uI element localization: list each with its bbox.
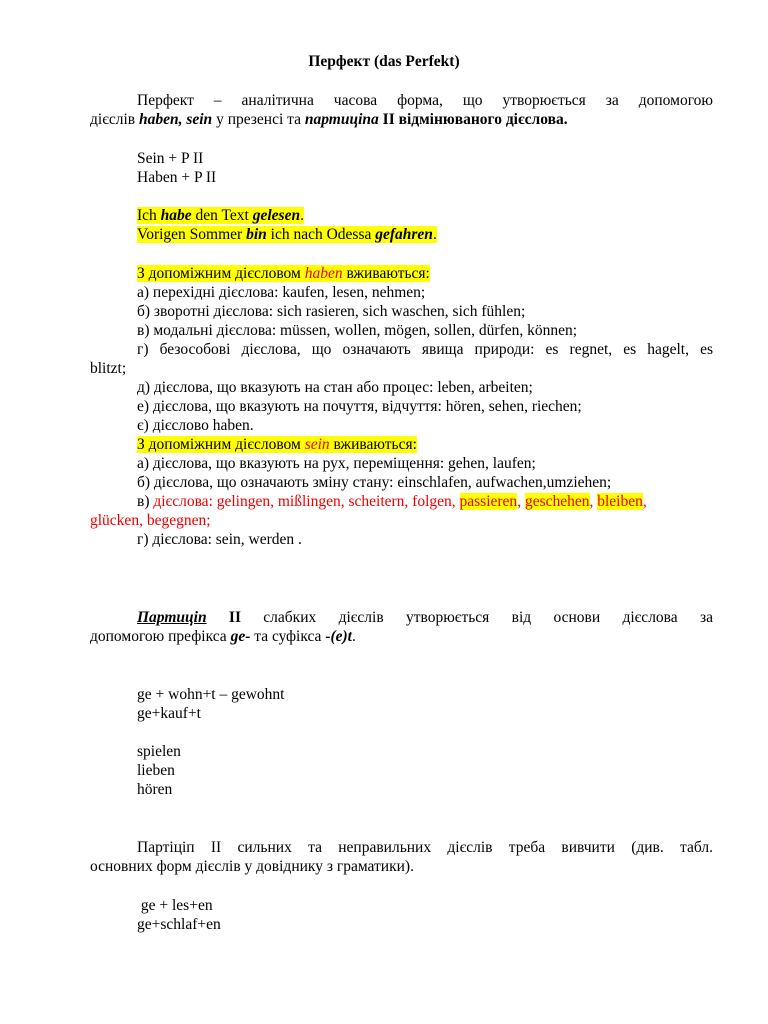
sein-section-heading: З допоміжним дієсловом sein вживаються: xyxy=(137,436,417,453)
intro-paragraph-line-1: Перфект – аналітична часова форма, що утворюється за допомогою xyxy=(137,92,713,109)
haben-section-heading: З допоміжним дієсловом haben вживаються: xyxy=(137,265,430,282)
weak-example-1: ge + wohn+t – gewohnt xyxy=(137,686,285,703)
haben-item-g-line-2: blitzt; xyxy=(90,360,127,377)
participle-term: партиціпа xyxy=(304,111,379,128)
strong-participle-line-1: Партіціп II сильних та неправильних дієслів треба вивчити (див. табл. xyxy=(137,839,713,856)
haben-term: haben xyxy=(138,111,179,128)
haben-item-v: в) модальні дієслова: müssen, wollen, mögen, sollen, dürfen, können; xyxy=(137,322,578,339)
weak-participle-line-2: допомогою префікса ge- та суфікса -(e)t. xyxy=(90,628,356,645)
page-title: Перфект (das Perfekt) xyxy=(308,53,460,70)
sein-term: sein xyxy=(186,111,213,128)
haben-item-d: д) дієслова, що вказують на стан або процес: leben, arbeiten; xyxy=(137,379,533,396)
weak-example-2: ge+kauf+t xyxy=(137,705,201,722)
participle-word: Партиціп xyxy=(137,609,207,626)
sein-item-a: а) дієслова, що вказують на рух, переміщення: gehen, laufen; xyxy=(137,455,536,472)
formula-haben: Haben + P II xyxy=(137,169,217,186)
haben-item-b: б) зворотні дієслова: sich rasieren, sich waschen, sich fühlen; xyxy=(137,303,526,320)
intro-paragraph-line-2: дієслів haben, sein у презенсі та партиціпа II відмінюваного дієслова. xyxy=(90,111,568,128)
verb-lieben: lieben xyxy=(137,762,175,779)
verb-spielen: spielen xyxy=(137,743,181,760)
strong-participle-line-2: основних форм дієслів у довіднику з граматики). xyxy=(90,858,414,875)
haben-item-e: е) дієслова, що вказують на почуття, відчуття: hören, sehen, riechen; xyxy=(137,398,582,415)
sein-item-v-line-2: glücken, begegnen; xyxy=(90,512,211,529)
weak-participle-line-1: Партиціп II слабких дієслів утворюється від основи дієслова за xyxy=(137,609,713,626)
haben-item-g-line-1: г) безособові дієслова, що означають явища природи: es regnet, es hagelt, es xyxy=(137,341,713,358)
sein-item-b: б) дієслова, що означають зміну стану: einschlafen, aufwachen,umziehen; xyxy=(137,474,612,491)
strong-example-1: ge + les+en xyxy=(137,897,213,914)
verb-horen: hören xyxy=(137,781,173,798)
sein-item-g: г) дієслова: sein, werden . xyxy=(137,531,302,548)
haben-item-a: а) перехідні дієслова: kaufen, lesen, nehmen; xyxy=(137,284,426,301)
sein-item-v-line-1: в) дієслова: gelingen, mißlingen, scheitern, folgen, passieren, geschehen, bleiben, xyxy=(137,493,647,510)
haben-item-ye: є) дієслово haben. xyxy=(137,417,254,434)
example-sentence-1: Ich habe den Text gelesen. xyxy=(137,207,304,224)
formula-sein: Sein + P II xyxy=(137,150,204,167)
strong-example-2: ge+schlaf+en xyxy=(137,916,221,933)
example-sentence-2: Vorigen Sommer bin ich nach Odessa gefahren. xyxy=(137,226,437,243)
